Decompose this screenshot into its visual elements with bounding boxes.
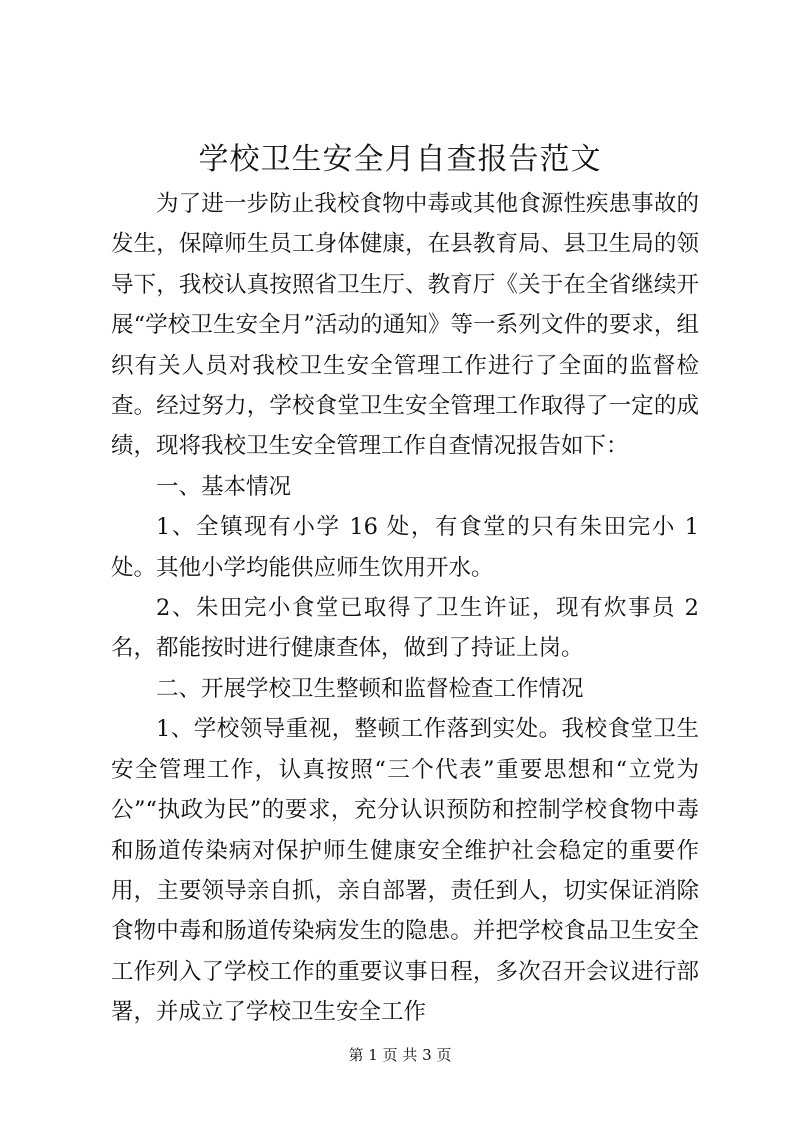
basic-item-1: 1、全镇现有小学 16 处，有食堂的只有朱田完小 1 处。其他小学均能供应师生饮用开水。 (111, 514, 699, 581)
document-title: 学校卫生安全月自查报告范文 (198, 142, 602, 177)
page-number-footer: 第 1 页 共 3 页 (348, 1046, 452, 1064)
section-heading-basic: 一、基本情况 (156, 473, 292, 500)
intro-paragraph: 为了进一步防止我校食物中毒或其他食源性疾患事故的发生，保障师生员工身体健康，在县教育局、县卫生局的领导下，我校认真按照省卫生厅、教育厅《关于在全省继续开展“学校卫生安全月”活动的通知》等一系列文件的要求，组织有关人员对我校卫生安全管理工作进行了全面的监督检查。经过努力，学校食堂卫生安全管理工作取得了一定的成绩，现将我校卫生安全管理工作自查情况报告如下： (111, 191, 699, 460)
section-heading-inspection: 二、开展学校卫生整顿和监督检查工作情况 (156, 675, 584, 702)
document-body (111, 184, 699, 1033)
inspection-item-1: 1、学校领导重视，整顿工作落到实处。我校食堂卫生安全管理工作，认真按照“三个代表”重要思想和“立党为公”“执政为民”的要求，充分认识预防和控制学校食物中毒和肠道传染病对保护师生健康安全维护社会稳定的重要作用，主要领导亲自抓，亲自部署，责任到人，切实保证消除食物中毒和肠道传染病发生的隐患。并把学校食品卫生安全工作列入了学校工作的重要议事日程，多次召开会议进行部署，并成立了学校卫生安全工作 (111, 716, 699, 1026)
basic-item-2: 2、朱田完小食堂已取得了卫生许证，现有炊事员 2 名，都能按时进行健康查体，做到了持证上岗。 (111, 595, 699, 662)
